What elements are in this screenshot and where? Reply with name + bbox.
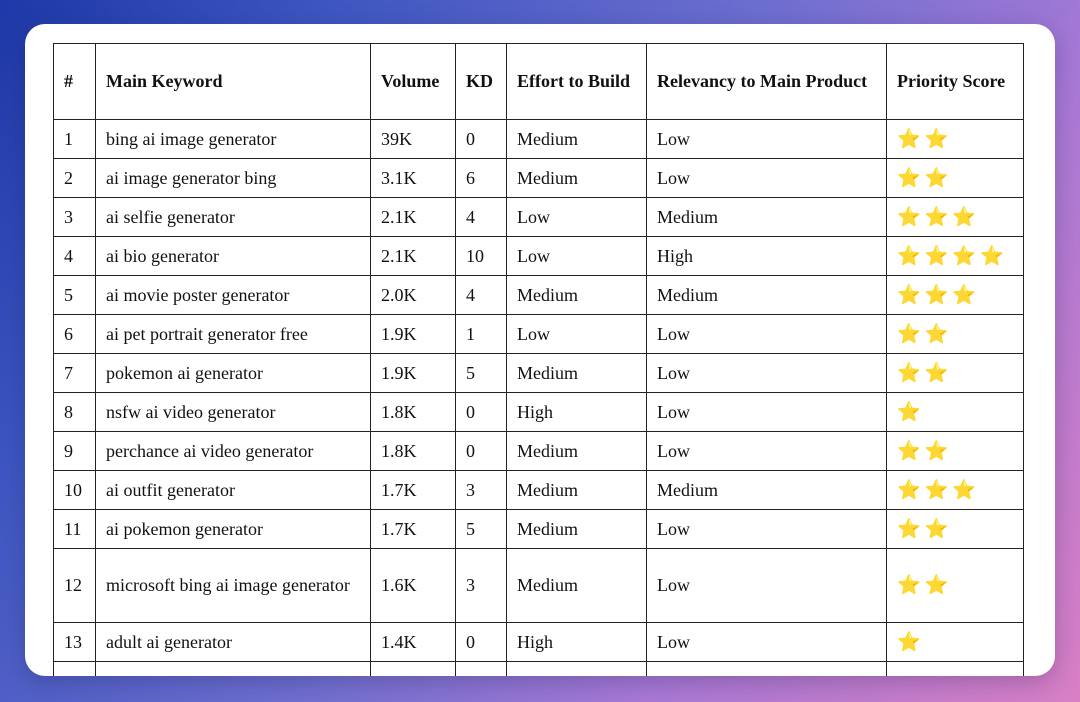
table-row	[54, 354, 1024, 393]
header-row	[54, 44, 1024, 120]
row-keyword: ai movie poster generator	[96, 276, 371, 315]
row-keyword: nsfw ai video generator	[96, 393, 371, 432]
table-row	[54, 432, 1024, 471]
row-keyword: perchance ai video generator	[96, 432, 371, 471]
row-effort: Low	[507, 198, 647, 237]
row-volume: 1.9K	[371, 315, 456, 354]
table-row	[54, 276, 1024, 315]
table-row	[54, 159, 1024, 198]
row-number: 11	[54, 510, 96, 549]
row-number: 4	[54, 237, 96, 276]
row-priority-stars: ⭐⭐⭐	[887, 276, 1024, 315]
row-kd: 5	[456, 510, 507, 549]
row-volume: 2.1K	[371, 237, 456, 276]
row-keyword: ai pet portrait generator free	[96, 315, 371, 354]
row-effort: Medium	[507, 354, 647, 393]
row-relevancy: Low	[647, 549, 887, 623]
row-relevancy: High	[647, 237, 887, 276]
row-kd: 3	[456, 471, 507, 510]
cutoff-cell	[54, 662, 96, 677]
col-header-keyword: Main Keyword	[96, 44, 371, 120]
row-effort: Medium	[507, 471, 647, 510]
row-volume: 2.0K	[371, 276, 456, 315]
row-number: 6	[54, 315, 96, 354]
table-row	[54, 237, 1024, 276]
row-keyword: ai outfit generator	[96, 471, 371, 510]
row-priority-stars: ⭐⭐⭐	[887, 198, 1024, 237]
row-priority-stars: ⭐⭐⭐⭐	[887, 237, 1024, 276]
row-volume: 1.8K	[371, 393, 456, 432]
row-kd: 0	[456, 120, 507, 159]
row-keyword: pokemon ai generator	[96, 354, 371, 393]
row-number: 10	[54, 471, 96, 510]
row-volume: 1.9K	[371, 354, 456, 393]
row-priority-stars: ⭐⭐	[887, 159, 1024, 198]
row-relevancy: Medium	[647, 276, 887, 315]
table-row	[54, 198, 1024, 237]
cutoff-cell	[647, 662, 887, 677]
row-relevancy: Low	[647, 432, 887, 471]
row-effort: Medium	[507, 120, 647, 159]
table-row	[54, 393, 1024, 432]
row-priority-stars: ⭐	[887, 393, 1024, 432]
row-priority-stars: ⭐⭐	[887, 432, 1024, 471]
row-volume: 39K	[371, 120, 456, 159]
row-relevancy: Medium	[647, 198, 887, 237]
col-header-priority: Priority Score	[887, 44, 1024, 120]
row-priority-stars: ⭐	[887, 623, 1024, 662]
row-keyword: ai selfie generator	[96, 198, 371, 237]
col-header-kd: KD	[456, 44, 507, 120]
row-number: 8	[54, 393, 96, 432]
row-priority-stars: ⭐⭐	[887, 510, 1024, 549]
row-effort: Medium	[507, 510, 647, 549]
cutoff-cell	[887, 662, 1024, 677]
row-volume: 1.4K	[371, 623, 456, 662]
table-row	[54, 549, 1024, 623]
row-priority-stars: ⭐⭐	[887, 549, 1024, 623]
row-relevancy: Low	[647, 510, 887, 549]
row-kd: 0	[456, 623, 507, 662]
keyword-table	[53, 43, 1024, 676]
cutoff-cell	[371, 662, 456, 677]
row-effort: Low	[507, 315, 647, 354]
col-header-effort: Effort to Build	[507, 44, 647, 120]
table-row	[54, 315, 1024, 354]
row-volume: 3.1K	[371, 159, 456, 198]
row-relevancy: Low	[647, 393, 887, 432]
row-priority-stars: ⭐⭐	[887, 120, 1024, 159]
table-row	[54, 510, 1024, 549]
row-kd: 3	[456, 549, 507, 623]
row-kd: 4	[456, 276, 507, 315]
row-volume: 2.1K	[371, 198, 456, 237]
row-effort: Low	[507, 237, 647, 276]
cutoff-cell	[507, 662, 647, 677]
table-card	[25, 24, 1055, 676]
row-priority-stars: ⭐⭐	[887, 354, 1024, 393]
row-effort: Medium	[507, 432, 647, 471]
row-number: 2	[54, 159, 96, 198]
row-keyword: ai pokemon generator	[96, 510, 371, 549]
row-effort: High	[507, 623, 647, 662]
table-row	[54, 471, 1024, 510]
row-kd: 10	[456, 237, 507, 276]
row-relevancy: Low	[647, 354, 887, 393]
row-relevancy: Low	[647, 159, 887, 198]
row-number: 7	[54, 354, 96, 393]
row-volume: 1.6K	[371, 549, 456, 623]
row-kd: 6	[456, 159, 507, 198]
table-row-cutoff	[54, 662, 1024, 677]
row-keyword: bing ai image generator	[96, 120, 371, 159]
row-number: 5	[54, 276, 96, 315]
row-number: 9	[54, 432, 96, 471]
row-kd: 0	[456, 393, 507, 432]
table-row	[54, 623, 1024, 662]
row-priority-stars: ⭐⭐⭐	[887, 471, 1024, 510]
row-relevancy: Low	[647, 623, 887, 662]
cutoff-cell	[96, 662, 371, 677]
col-header-number: #	[54, 44, 96, 120]
row-relevancy: Low	[647, 120, 887, 159]
row-keyword: ai image generator bing	[96, 159, 371, 198]
row-number: 1	[54, 120, 96, 159]
row-effort: Medium	[507, 159, 647, 198]
row-keyword: adult ai generator	[96, 623, 371, 662]
table-row	[54, 120, 1024, 159]
row-relevancy: Medium	[647, 471, 887, 510]
row-number: 13	[54, 623, 96, 662]
row-kd: 1	[456, 315, 507, 354]
row-number: 12	[54, 549, 96, 623]
row-effort: Medium	[507, 276, 647, 315]
col-header-relevancy: Relevancy to Main Product	[647, 44, 887, 120]
row-number: 3	[54, 198, 96, 237]
row-priority-stars: ⭐⭐	[887, 315, 1024, 354]
row-kd: 4	[456, 198, 507, 237]
row-kd: 0	[456, 432, 507, 471]
row-kd: 5	[456, 354, 507, 393]
cutoff-cell	[456, 662, 507, 677]
row-volume: 1.8K	[371, 432, 456, 471]
row-volume: 1.7K	[371, 510, 456, 549]
row-effort: High	[507, 393, 647, 432]
row-relevancy: Low	[647, 315, 887, 354]
row-keyword: ai bio generator	[96, 237, 371, 276]
row-volume: 1.7K	[371, 471, 456, 510]
row-effort: Medium	[507, 549, 647, 623]
row-keyword: microsoft bing ai image generator	[96, 549, 371, 623]
col-header-volume: Volume	[371, 44, 456, 120]
